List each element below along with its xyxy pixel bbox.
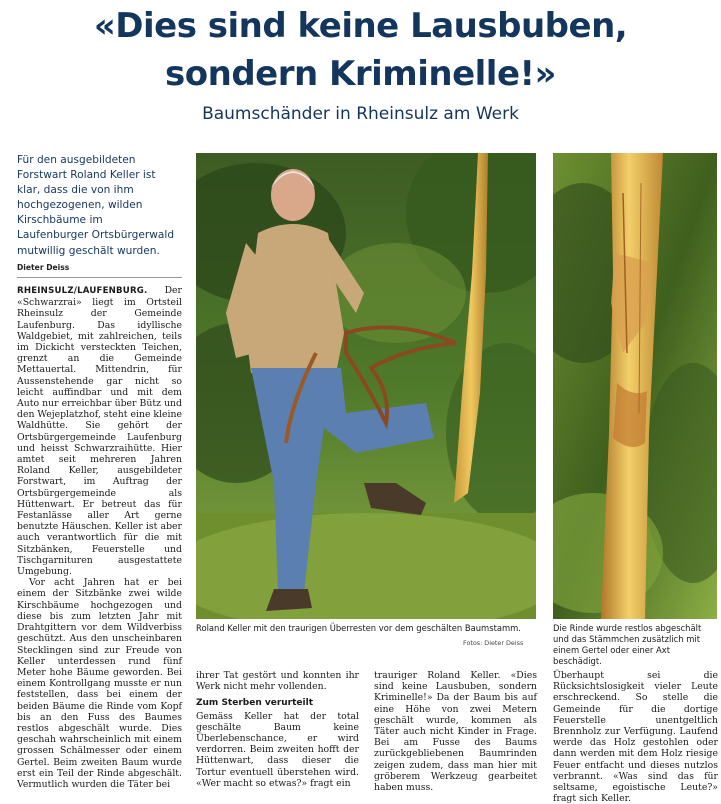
photo-peeled-trunk — [553, 153, 717, 619]
photo-main — [196, 153, 536, 619]
headline-line-1: «Dies sind keine Lausbuben, — [93, 6, 628, 46]
photo-side-caption: Die Rinde wurde restlos abgeschält und das Stämmchen zusätzlich mit einem Gertel oder einer Axt beschädigt. — [553, 623, 702, 666]
lead-paragraph: Für den ausgebildeten Forstwart Roland Keller ist klar, dass die von ihm hochgezogenen, wilden Kirschbäume im Laufenburger Ortsbürgerwald mutwillig geschält wurden. — [17, 154, 175, 257]
article-column-4 — [553, 670, 718, 804]
column-2-paragraph-2: Gemäss Keller hat der total geschälte Baum keine Überlebenschance, er wird verdorren. Beim zweiten hofft der Hüttenwart, dass dieser die Tortur eventuell überstehen wird. «Wer macht so etwas?» fragt ein — [196, 710, 359, 789]
byline-divider — [17, 277, 182, 278]
photo-side — [553, 153, 717, 619]
headline — [0, 2, 721, 98]
article-column-1 — [17, 285, 182, 790]
column-1-text-1: Der «Schwarzrai» liegt im Ortsteil Rheinsulz der Gemeinde Laufenburg. Das idyllische Waldgebiet, mit zahlreichen, teils im Dickicht versteckten Teichen, grenzt an die Gemeinde Mettauertal. Mittendrin, für Aussenstehende gar nicht so leicht auffindbar und mit dem Auto nur erreichbar über Bütz und den Wejeplatzhof, steht eine kleine Waldhütte. Sie gehört der Ortsbürgergemeinde Laufenburg und heisst Schwarzraihütte. Hier amtet seit mehreren Jahren Roland Keller, ausgebildeter Forstwart, im Auftrag der Ortsbürgergemeinde als Hüttenwart. Er betreut das für Festanlässe aller Art gerne benutzte Häuschen. Keller ist aber auch verantwortlich für die mit Sitzbänken, Feuerstelle und Tischgarnituren ausgestattete Umgebung. — [17, 285, 182, 578]
section-subhead: Zum Sterben verurteilt — [196, 698, 313, 709]
column-1-paragraph-1 — [17, 285, 182, 577]
photo-credit: Fotos: Dieter Deiss — [463, 639, 524, 647]
photo-forester-with-tree — [196, 153, 536, 619]
headline-line-2: sondern Kriminelle!» — [165, 54, 556, 94]
byline: Dieter Deiss — [17, 263, 70, 272]
dateline: RHEINSULZ/LAUFENBURG. — [17, 286, 148, 296]
photo-main-caption: Roland Keller mit den traurigen Überresten vor dem geschälten Baumstamm. — [196, 623, 521, 633]
article-column-2 — [196, 670, 359, 789]
column-1-paragraph-2: Vor acht Jahren hat er bei einem der Sitzbänke zwei wilde Kirschbäume hochgezogen und diese bis zum letzten Jahr mit Drahtgittern vor dem Wildverbiss geschützt. Aus den unscheinbaren Stecklingen sind zur Freude von Keller unterdessen rund fünf Meter hohe Bäume geworden. Bei einem Kontrollgang musste er nun feststellen, dass bei einem der beiden Bäume die Rinde vom Kopf bis an den Fuss des Baumes restlos abgeschält wurde. Dies geschah wahrscheinlich mit einem grossen Schälmesser oder einem Gertel. Beim zweiten Baum wurde erst ein Teil der Rinde abgeschält. Vermutlich wurden die Täter bei — [17, 577, 182, 790]
column-3-paragraph-1: trauriger Roland Keller. «Dies sind keine Lausbuben, sondern Kriminelle!» Da der Baum bis auf eine Höhe von zwei Metern geschält wurde, kommen als Täter auch nicht Kinder in Frage. Bei am Fusse des Baums zurückgebliebenen Baumrinden zeigen zudem, dass man hier mit gröberem Werkzeug gearbeitet haben muss. — [374, 670, 537, 794]
column-4-paragraph-1: Überhaupt sei die Rücksichtslosigkeit vieler Leute erschreckend. So stelle die Gemeinde für die dortige Feuerstelle unentgeltlich Brennholz zur Verfügung. Laufend werde das Holz gestohlen oder dann werden mit dem Holz riesige Feuer entfacht und dieses nutzlos verbrannt. «Was sind das für seltsame, egoistische Leute?» fragt sich Keller. — [553, 670, 718, 804]
subheadline: Baumschänder in Rheinsulz am Werk — [202, 104, 519, 124]
column-2-paragraph-1: ihrer Tat gestört und konnten ihr Werk nicht mehr vollenden. — [196, 670, 359, 693]
article-column-3 — [374, 670, 537, 793]
